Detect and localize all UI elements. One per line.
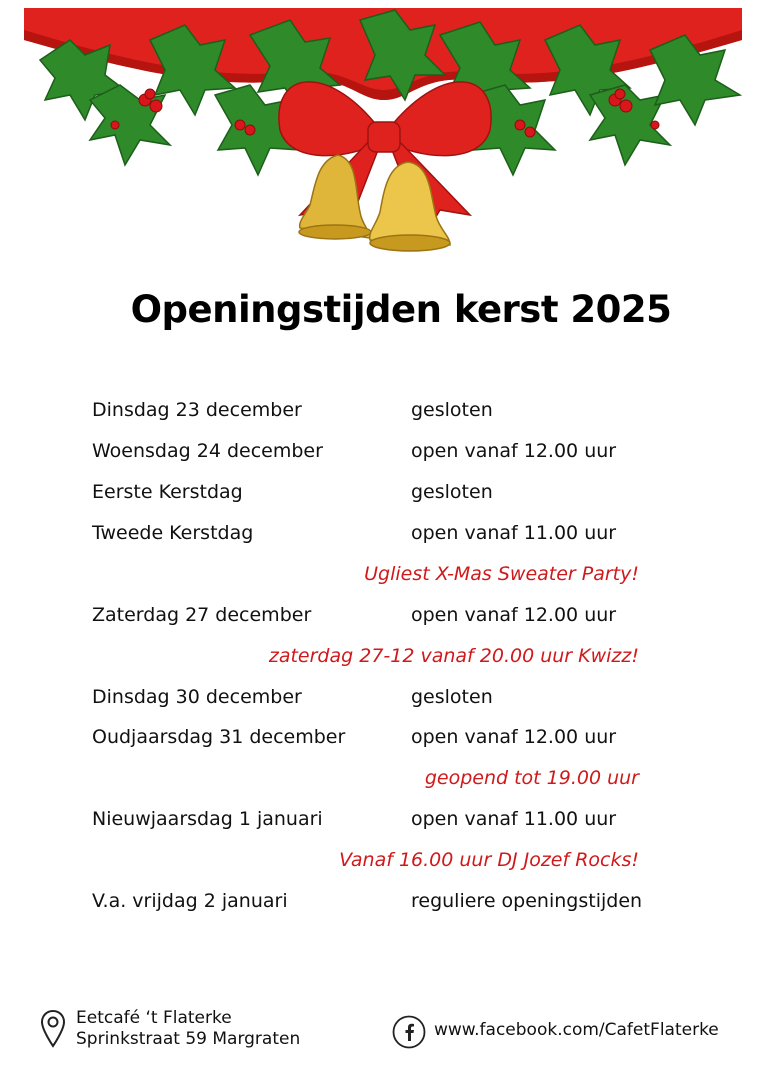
schedule-day: Dinsdag 23 december <box>92 399 302 421</box>
schedule-row <box>0 808 767 838</box>
schedule-day: V.a. vrijdag 2 januari <box>92 890 288 912</box>
schedule-row <box>0 399 767 429</box>
schedule-row <box>0 604 767 634</box>
schedule-time: open vanaf 12.00 uur <box>411 440 617 462</box>
schedule-time: open vanaf 11.00 uur <box>411 808 617 830</box>
address-text <box>76 1008 300 1050</box>
christmas-banner-illustration <box>0 0 767 270</box>
event-note: geopend tot 19.00 uur <box>424 767 639 789</box>
schedule-time: open vanaf 11.00 uur <box>411 522 617 544</box>
schedule-time: open vanaf 12.00 uur <box>411 726 617 748</box>
schedule-day: Tweede Kerstdag <box>92 522 254 544</box>
schedule-day: Oudjaarsdag 31 december <box>92 726 346 748</box>
event-note: zaterdag 27-12 vanaf 20.00 uur Kwizz! <box>268 645 639 667</box>
schedule-day: Zaterdag 27 december <box>92 604 312 626</box>
schedule-time: gesloten <box>411 481 493 503</box>
event-note: Ugliest X-Mas Sweater Party! <box>364 563 639 585</box>
schedule-row <box>0 440 767 470</box>
schedule-row <box>0 686 767 716</box>
schedule-day: Nieuwjaarsdag 1 januari <box>92 808 323 830</box>
schedule-row <box>0 890 767 920</box>
schedule-time: gesloten <box>411 399 493 421</box>
schedule-row <box>0 522 767 552</box>
schedule-row <box>0 481 767 511</box>
schedule-time: gesloten <box>411 686 493 708</box>
event-note: Vanaf 16.00 uur DJ Jozef Rocks! <box>339 849 639 871</box>
schedule-day: Dinsdag 30 december <box>92 686 302 708</box>
street-address: Sprinkstraat 59 Margraten <box>76 1029 301 1049</box>
business-name: Eetcafé ‘t Flaterke <box>76 1008 232 1028</box>
facebook-url[interactable]: www.facebook.com/CafetFlaterke <box>434 1020 719 1040</box>
page-title: Openingstijden kerst 2025 <box>130 288 672 331</box>
map-pin-icon <box>40 1009 66 1049</box>
facebook-icon <box>392 1015 426 1049</box>
schedule-time: reguliere openingstijden <box>411 890 643 912</box>
schedule-row <box>0 726 767 756</box>
schedule-day: Eerste Kerstdag <box>92 481 243 503</box>
schedule-day: Woensdag 24 december <box>92 440 323 462</box>
schedule-time: open vanaf 12.00 uur <box>411 604 617 626</box>
